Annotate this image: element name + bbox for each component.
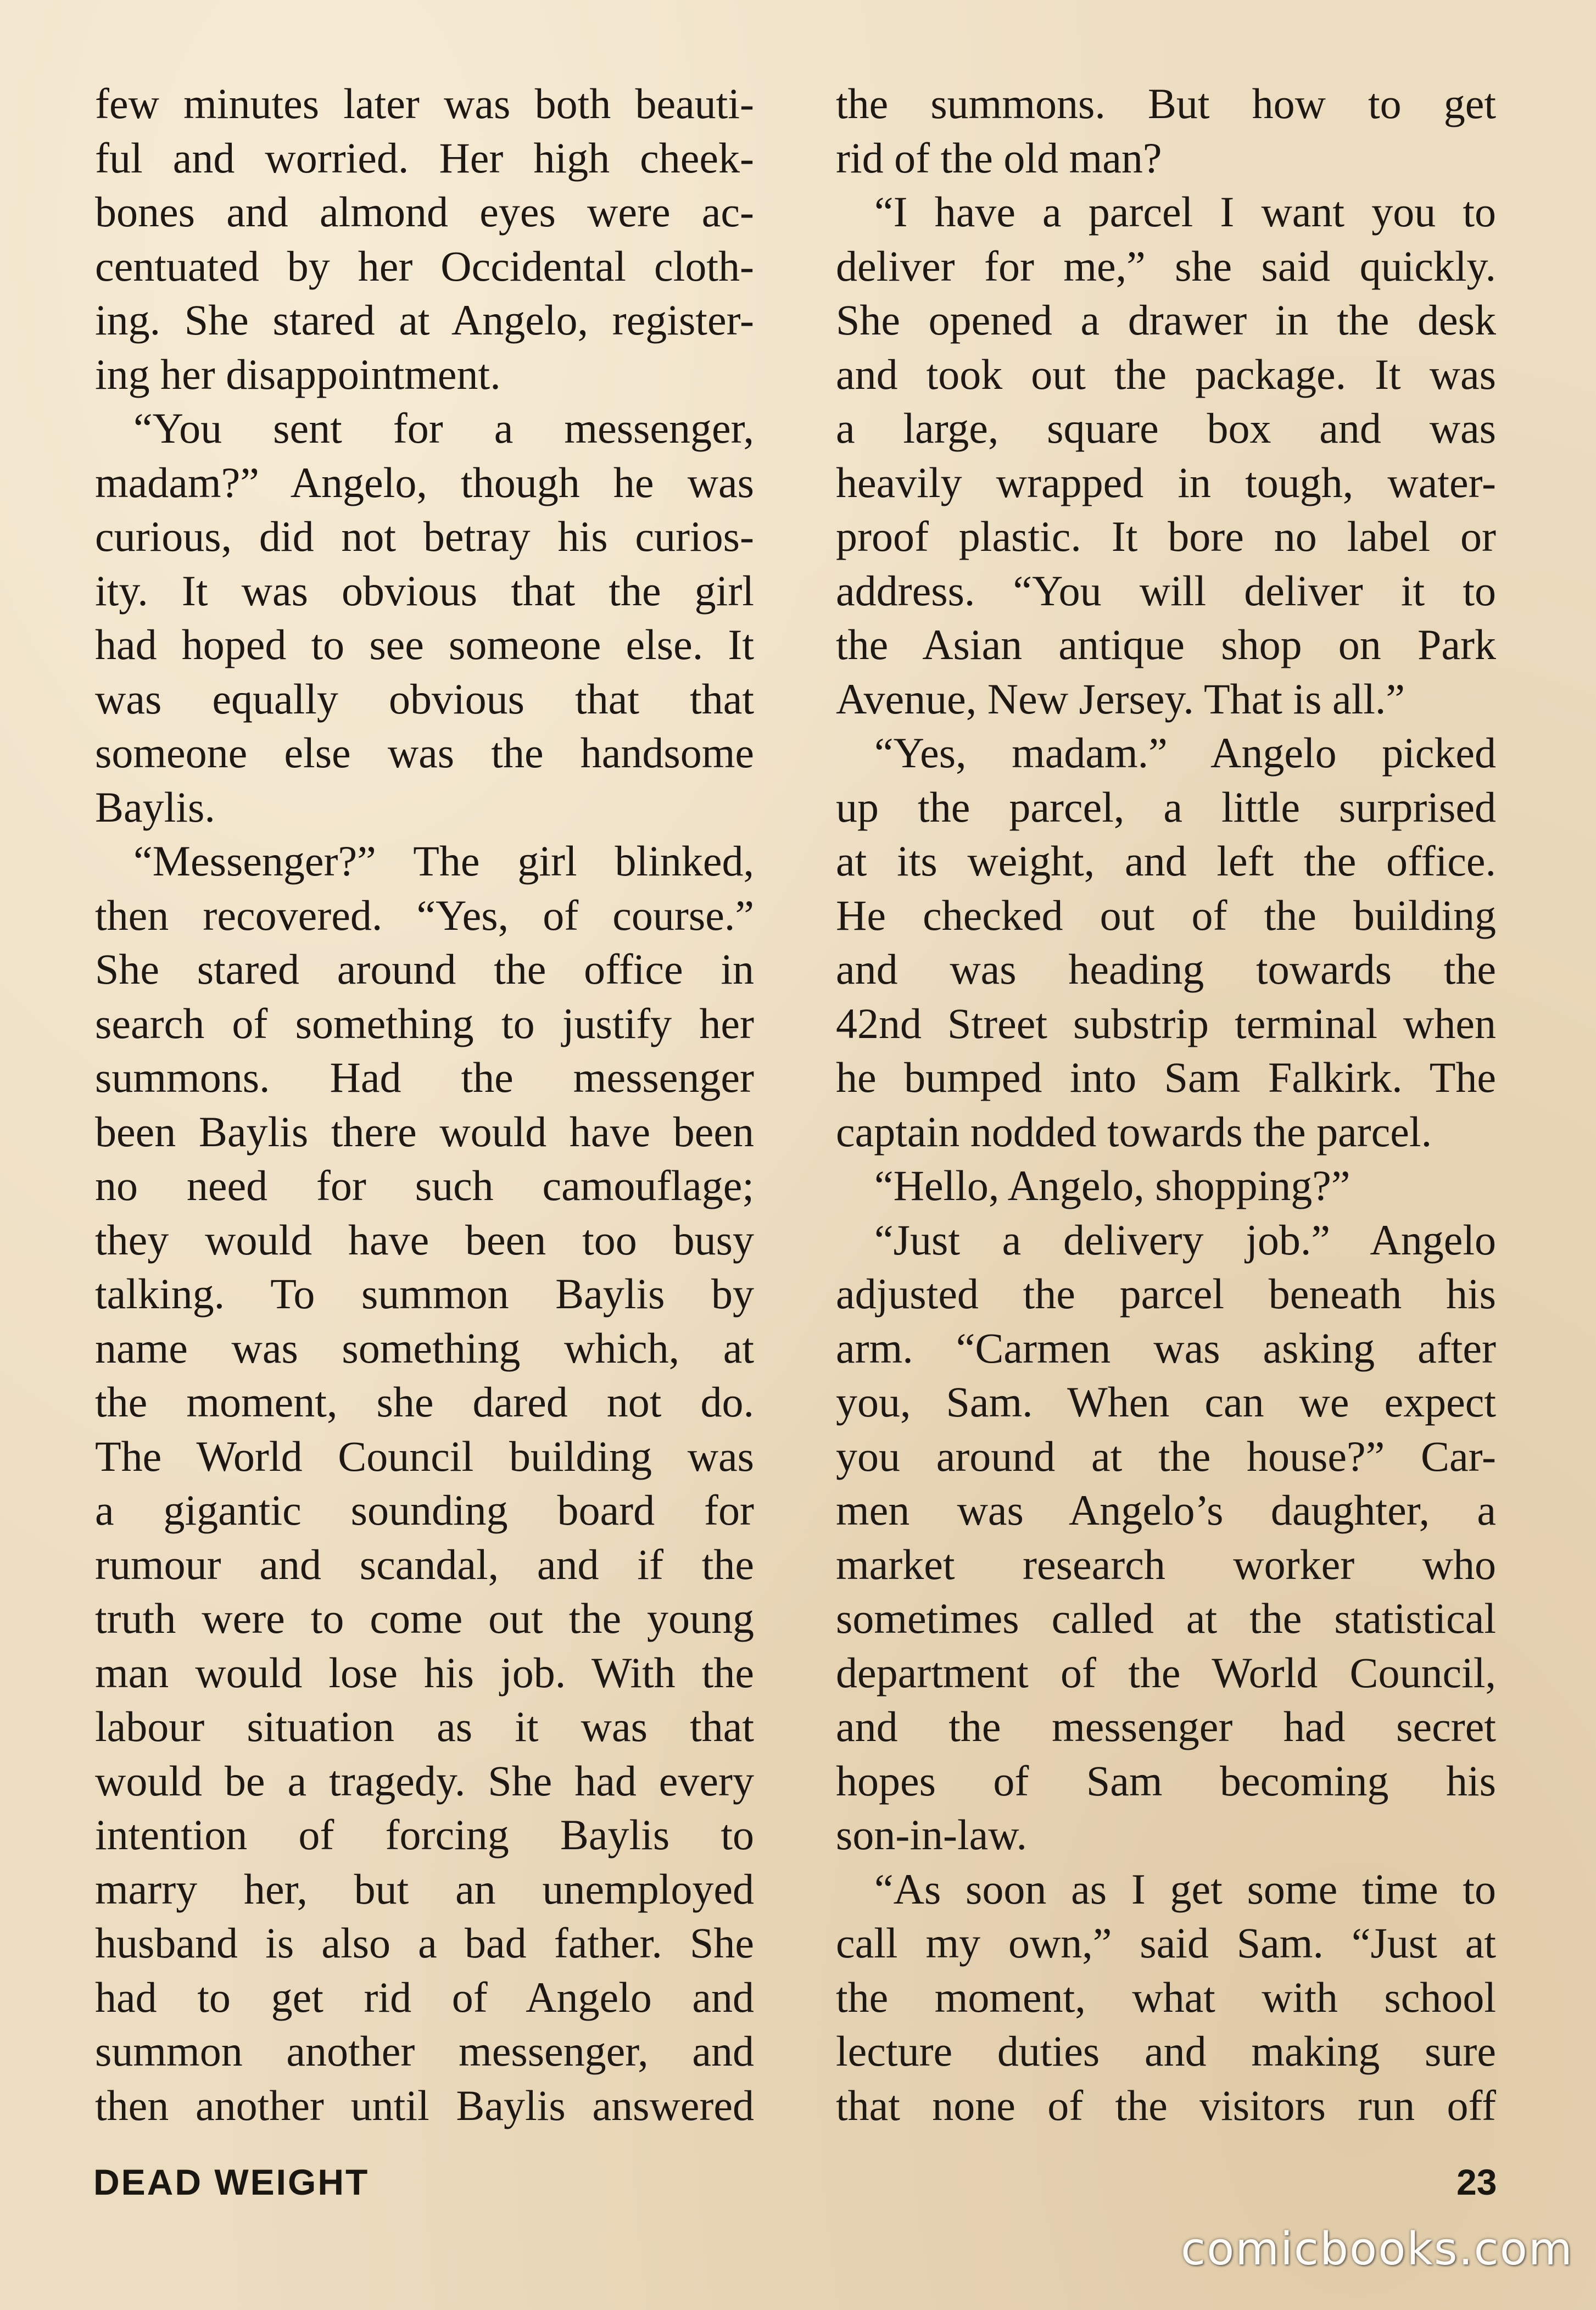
text-line: deliver for me,” she said quickly. (836, 242, 1496, 290)
text-line: bones and almond eyes were ac- (95, 188, 754, 236)
text-line: men was Angelo’s daughter, a (836, 1486, 1496, 1534)
text-line: summon another messenger, and (95, 2027, 754, 2075)
text-line: Avenue, New Jersey. That is all.” (836, 674, 1405, 723)
text-line: captain nodded towards the parcel. (836, 1107, 1432, 1156)
text-line: truth were to come out the young (95, 1594, 754, 1642)
text-line: and took out the package. It was (836, 350, 1496, 398)
text-line: She stared around the office in (95, 945, 754, 993)
text-line: son-in-law. (836, 1811, 1028, 1859)
text-line: department of the World Council, (836, 1648, 1496, 1697)
running-footer-title: DEAD WEIGHT (93, 2162, 370, 2202)
text-line: that none of the visitors run off (836, 2081, 1496, 2129)
text-line: The World Council building was (95, 1432, 754, 1480)
text-line: few minutes later was both beauti- (95, 80, 754, 127)
text-line: “I have a parcel I want you to (874, 188, 1496, 236)
text-line: He checked out of the building (836, 891, 1496, 939)
text-line: a gigantic sounding board for (95, 1486, 754, 1534)
text-line: been Baylis there would have been (95, 1107, 754, 1156)
text-line: heavily wrapped in tough, water- (836, 458, 1496, 506)
text-line: “Messenger?” The girl blinked, (133, 837, 754, 885)
right-text-column (836, 77, 1496, 2133)
text-line: man would lose his job. With the (95, 1648, 754, 1697)
text-line: proof plastic. It bore no label or (836, 512, 1496, 560)
text-line: madam?” Angelo, though he was (95, 458, 754, 506)
text-line: they would have been too busy (95, 1215, 754, 1264)
text-line: ing her disappointment. (95, 350, 501, 398)
text-line: at its weight, and left the office. (836, 837, 1496, 885)
text-line: sometimes called at the statistical (836, 1594, 1496, 1642)
text-line: husband is also a bad father. She (95, 1919, 754, 1967)
text-line: ing. She stared at Angelo, register- (95, 296, 754, 344)
text-line: he bumped into Sam Falkirk. The (836, 1053, 1496, 1101)
text-line: “You sent for a messenger, (133, 404, 754, 452)
text-line: then another until Baylis answered (95, 2081, 754, 2129)
text-line: the summons. But how to get (836, 80, 1496, 127)
text-line: had to get rid of Angelo and (95, 1973, 754, 2021)
text-line: “Yes, madam.” Angelo picked (874, 729, 1496, 777)
text-line: address. “You will deliver it to (836, 566, 1496, 615)
text-line: arm. “Carmen was asking after (836, 1324, 1496, 1372)
text-line: “As soon as I get some time to (874, 1865, 1496, 1913)
text-line: 42nd Street substrip terminal when (836, 999, 1496, 1047)
text-line: labour situation as it was that (95, 1703, 754, 1750)
text-line: the moment, what with school (836, 1973, 1496, 2021)
text-line: a large, square box and was (836, 404, 1496, 452)
text-line: “Hello, Angelo, shopping?” (874, 1162, 1351, 1209)
text-line: intention of forcing Baylis to (95, 1811, 754, 1859)
left-text-column (95, 77, 754, 2133)
text-line: rid of the old man? (836, 133, 1162, 182)
text-line: name was something which, at (95, 1324, 754, 1372)
text-line: marry her, but an unemployed (95, 1865, 754, 1913)
text-line: no need for such camouflage; (95, 1162, 754, 1209)
text-line: call my own,” said Sam. “Just at (836, 1919, 1496, 1967)
text-line: you around at the house?” Car- (836, 1432, 1496, 1480)
text-line: lecture duties and making sure (836, 2027, 1496, 2075)
text-line: ful and worried. Her high cheek- (95, 133, 754, 182)
text-line: market research worker who (836, 1540, 1496, 1588)
text-line: Baylis. (95, 783, 215, 831)
text-line: hopes of Sam becoming his (836, 1756, 1496, 1805)
text-line: “Just a delivery job.” Angelo (874, 1215, 1496, 1264)
site-watermark: comicbooks.com (1181, 2223, 1573, 2275)
text-line: adjusted the parcel beneath his (836, 1270, 1496, 1318)
text-line: rumour and scandal, and if the (95, 1540, 754, 1588)
text-line: up the parcel, a little surprised (836, 783, 1496, 831)
text-line: curious, did not betray his curios- (95, 512, 754, 560)
text-line: and was heading towards the (836, 945, 1496, 993)
text-line: the Asian antique shop on Park (836, 621, 1496, 668)
text-line: then recovered. “Yes, of course.” (95, 891, 754, 939)
text-line: the moment, she dared not do. (95, 1378, 754, 1426)
text-line: would be a tragedy. She had every (95, 1756, 754, 1805)
page-number: 23 (1457, 2162, 1497, 2202)
text-line: had hoped to see someone else. It (95, 621, 754, 668)
text-line: centuated by her Occidental cloth- (95, 242, 754, 290)
text-line: talking. To summon Baylis by (95, 1270, 754, 1318)
text-line: ity. It was obvious that the girl (95, 566, 754, 615)
text-line: She opened a drawer in the desk (836, 296, 1496, 344)
text-line: search of something to justify her (95, 999, 754, 1047)
text-line: you, Sam. When can we expect (836, 1378, 1496, 1426)
text-line: was equally obvious that that (95, 674, 754, 723)
text-line: and the messenger had secret (836, 1703, 1496, 1750)
text-line: summons. Had the messenger (95, 1053, 754, 1101)
text-line: someone else was the handsome (95, 729, 754, 777)
